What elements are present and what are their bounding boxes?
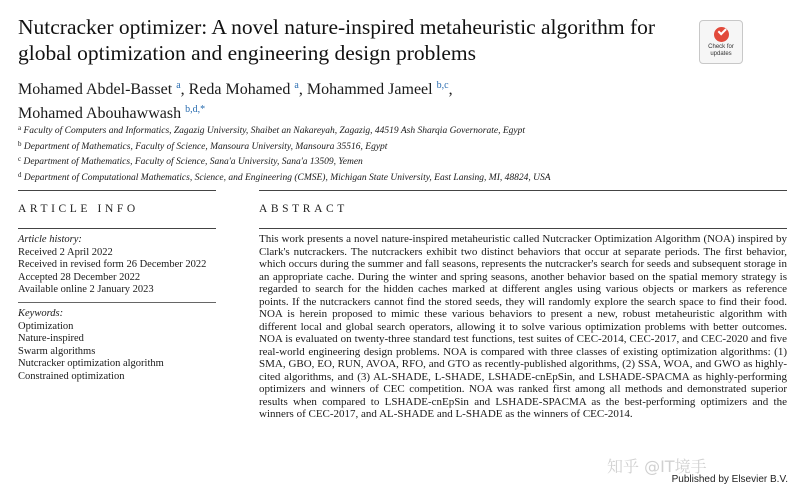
author-affil-mark[interactable]: b,d,* (185, 104, 206, 115)
divider (18, 302, 216, 303)
affiliation: $^b$ Department of Mathematics, Faculty of Science, Mansoura University, Mansoura 35516, Egypt (18, 139, 388, 152)
article-info-heading: ARTICLE INFO (18, 203, 139, 215)
divider (259, 228, 787, 229)
author-name[interactable]: Mohamed Abdel-Basset (18, 81, 173, 98)
keyword: Swarm algorithms (18, 345, 96, 357)
affiliations (18, 122, 778, 184)
history-item: Accepted 28 December 2022 (18, 271, 141, 283)
author-affil-mark[interactable]: b,c (436, 80, 449, 91)
check-for-updates-badge[interactable] (699, 20, 743, 64)
keyword: Optimization (18, 320, 74, 332)
article-history-label: Article history: (18, 234, 82, 245)
keyword: Nature-inspired (18, 333, 84, 345)
keyword: Constrained optimization (18, 370, 125, 382)
history-item: Received in revised form 26 December 2022 (18, 259, 207, 271)
divider (18, 228, 216, 229)
check-updates-icon (714, 27, 729, 42)
author-affil-mark[interactable]: a (176, 80, 181, 91)
article-history (18, 234, 218, 297)
affiliation: $^c$ Department of Mathematics, Faculty of Science, Sana'a University, Sana'a 13509, Yemen (18, 155, 363, 167)
author-name[interactable]: Mohamed Abouhawwash (18, 105, 182, 122)
keywords (18, 308, 218, 384)
keyword: Nutcracker optimization algorithm (18, 358, 164, 370)
author-name[interactable]: Reda Mohamed (188, 81, 291, 98)
divider (18, 190, 216, 191)
history-item: Available online 2 January 2023 (18, 284, 154, 296)
abstract-heading: ABSTRACT (259, 203, 348, 215)
publisher-note: Published by Elsevier B.V. (671, 474, 788, 485)
divider (259, 190, 787, 191)
badge-label: Check for updates (708, 44, 734, 57)
affiliation: $^a$ Faculty of Computers and Informatics, Zagazig University, Shaibet an Nakareyah, Zagazig, 44519 Ash Sharqia Governorate, Egypt (18, 124, 526, 136)
author-list: Mohamed Abdel-Basset $^a$, Reda Mohamed $^a$, Mohammed Jameel $^{b,c}$, Mohamed Abouhawwash $^{b,d,*}$ (18, 80, 453, 122)
abstract-text: This work presents a novel nature-inspired metaheuristic called Nutcracker Optimization Algorithm (NOA) inspired by Clark's nutcrackers. The nutcrackers exhibit two distinct behaviors that occur at separate periods. The first behavior, which occurs during the summer and fall seasons, represents the nutcracker's search for seeds and subsequent storage in an appropriate cache. During the winter and spring seasons, another behavior based on the spatial memory strategy is regarded to search for the hidden caches marked at different angles using various objects or markers as reference points. If the nutcrackers cannot find the stored seeds, they will randomly explore the search space to find their food. NOA is herein proposed to mimic these various behaviors to present a new, robust metaheuristic algorithm with different local and global search operators, allowing it to solve various optimization problems with better outcomes. NOA is evaluated on twenty-three standard test functions, test suites of CEC-2014, CEC-2017, and CEC-2020 and five real-world engineering design problems. NOA is compared with three classes of existing optimization algorithms: (1) SMA, GBO, EO, RUN, AVOA, RFO, and GTO as recently-published algorithms, (2) SSA, WOA, and GWO as highly-cited algorithms, and (3) AL-SHADE, L-SHADE, LSHADE-cnEpSin, and LSHADE-SPACMA as highly-performing optimizers and winners of CEC competition. NOA was ranked first among all methods and demonstrated superior results when compared to LSHADE-cnEpSin and LSHADE-SPACMA as the best-performing optimizers and the winners of CEC-2017, and AL-SHADE and L-SHADE as the winners of CEC-2014. (259, 233, 787, 420)
author-name[interactable]: Mohammed Jameel (306, 81, 433, 98)
author-affil-mark[interactable]: a (294, 80, 299, 91)
history-item: Received 2 April 2022 (18, 246, 113, 258)
keywords-label: Keywords: (18, 308, 64, 319)
affiliation: $^d$ Department of Computational Mathematics, Science, and Engineering (CMSE), Michigan State University, East Lansing, MI, 48824, USA (18, 170, 551, 183)
watermark: 知乎 @IT境手 (607, 457, 707, 476)
paper-title: Nutcracker optimizer: A novel nature-inspired metaheuristic algorithm for global optimization and engineering design problems (18, 15, 656, 65)
